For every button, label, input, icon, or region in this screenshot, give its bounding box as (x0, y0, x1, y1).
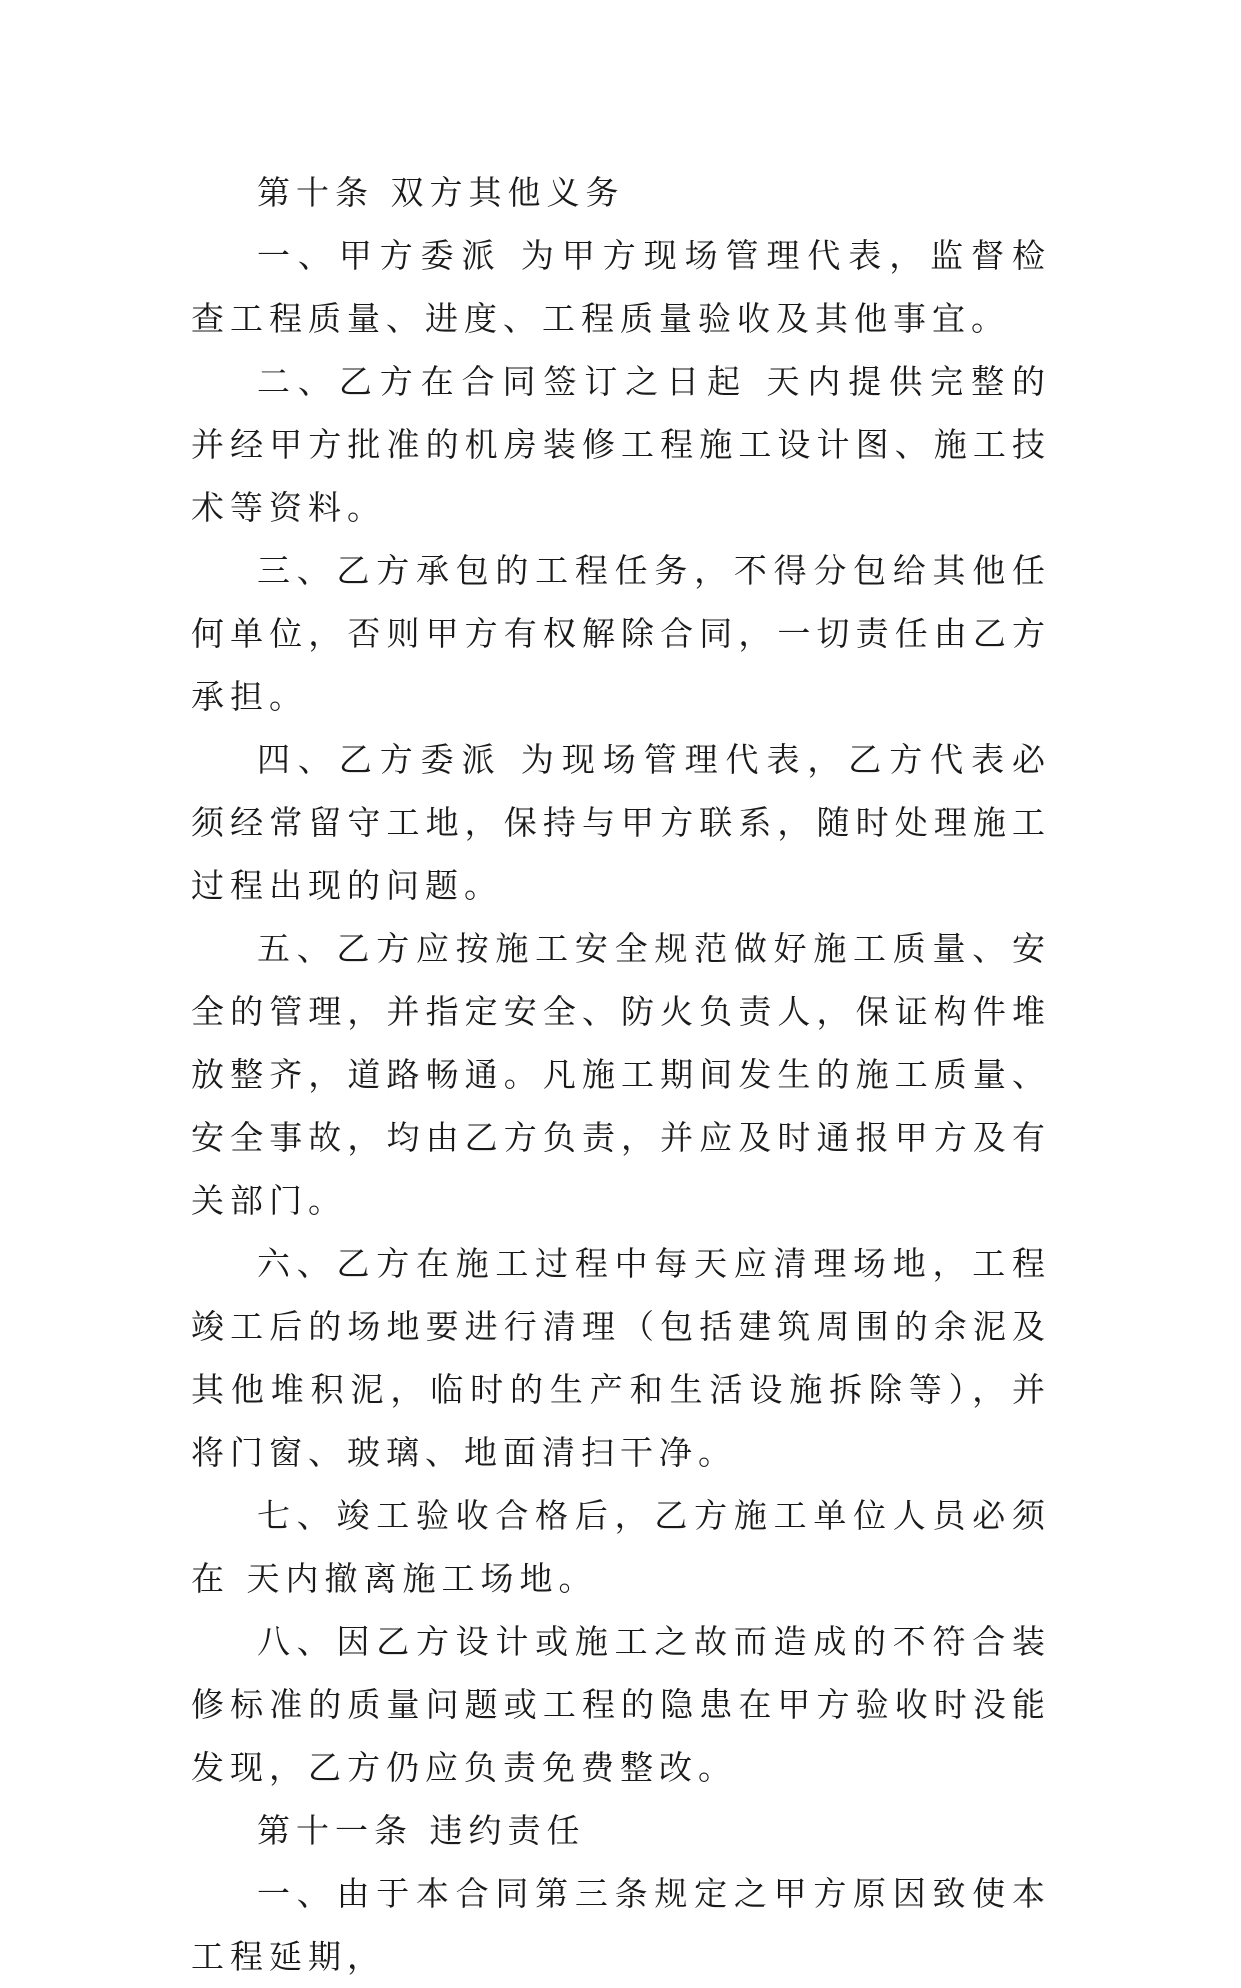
article-10-clause-6: 六、乙方在施工过程中每天应清理场地，工程竣工后的场地要进行清理（包括建筑周围的余泥及其他堆积泥，临时的生产和生活设施拆除等），并将门窗、玻璃、地面清扫干净。 (191, 1244, 1051, 1472)
article-10-clause-4: 四、乙方委派 为现场管理代表，乙方代表必须经常留守工地，保持与甲方联系，随时处理施工过程出现的问题。 (191, 740, 1051, 905)
document-body (191, 161, 1051, 1988)
article-11-clause-1: 一、由于本合同第三条规定之甲方原因致使本工程延期， (191, 1874, 1051, 1976)
article-10-clause-5: 五、乙方应按施工安全规范做好施工质量、安全的管理，并指定安全、防火负责人，保证构件堆放整齐，道路畅通。凡施工期间发生的施工质量、安全事故，均由乙方负责，并应及时通报甲方及有关部门。 (191, 929, 1051, 1220)
article-11-heading: 第十一条 违约责任 (257, 1811, 586, 1850)
article-10-clause-3: 三、乙方承包的工程任务，不得分包给其他任何单位，否则甲方有权解除合同，一切责任由乙方承担。 (191, 551, 1051, 716)
article-10-clause-7: 七、竣工验收合格后，乙方施工单位人员必须在 天内撤离施工场地。 (191, 1496, 1051, 1598)
article-10-clause-1: 一、甲方委派 为甲方现场管理代表，监督检查工程质量、进度、工程质量验收及其他事宜。 (191, 236, 1051, 338)
article-10-clause-8: 八、因乙方设计或施工之故而造成的不符合装修标准的质量问题或工程的隐患在甲方验收时没能发现，乙方仍应负责免费整改。 (191, 1622, 1051, 1787)
article-10-heading: 第十条 双方其他义务 (257, 173, 625, 212)
article-10-clause-2: 二、乙方在合同签订之日起 天内提供完整的并经甲方批准的机房装修工程施工设计图、施工技术等资料。 (191, 362, 1051, 527)
